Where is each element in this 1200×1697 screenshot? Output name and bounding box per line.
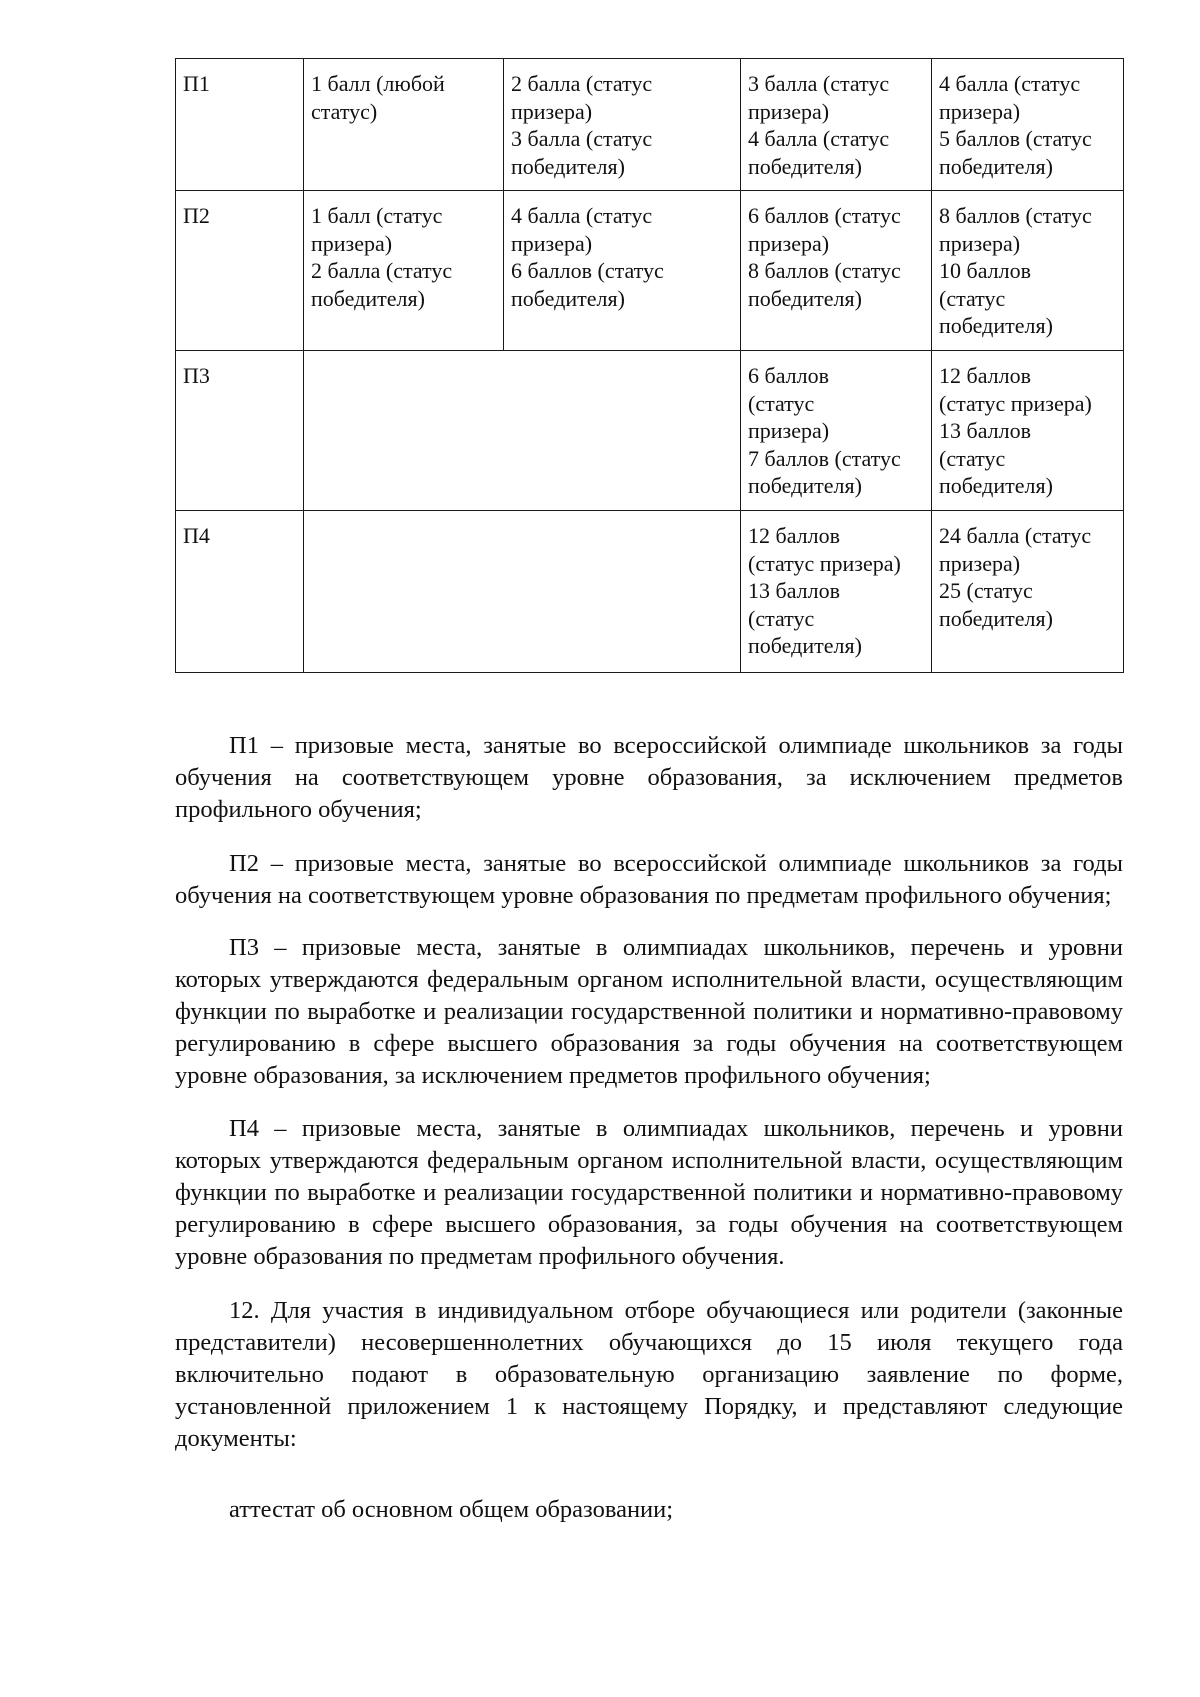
points-cell-line: (статус призера) — [939, 390, 1092, 416]
points-cell-line: (статус призера) — [748, 550, 901, 576]
points-cell-line: 13 баллов — [748, 578, 840, 603]
points-cell-line: статус) — [311, 98, 378, 124]
row-label: П4 — [183, 523, 210, 548]
points-cell — [741, 59, 932, 191]
points-cell-line: призера) — [939, 550, 1021, 576]
points-cell — [932, 191, 1124, 351]
empty-merged-cell — [304, 351, 741, 511]
points-cell-line: призера) — [311, 230, 393, 256]
points-cell-line: (статус — [748, 605, 815, 631]
document-body-text — [175, 730, 1123, 1547]
points-cell-line: 1 балл (статус — [311, 203, 443, 228]
points-cell-line: 3 балла (статус — [511, 126, 653, 151]
table-row-p1 — [176, 59, 1124, 191]
points-cell-line: победителя) — [511, 153, 625, 179]
points-cell-line: 13 баллов — [939, 418, 1031, 443]
row-label-cell — [176, 511, 304, 673]
olympiad-points-table-body — [176, 59, 1124, 673]
points-cell-line: призера) — [748, 98, 830, 124]
olympiad-points-table — [175, 58, 1124, 673]
points-cell — [504, 191, 741, 351]
points-cell — [304, 59, 504, 191]
points-cell-line: 12 баллов — [939, 363, 1031, 388]
points-cell-line: победителя) — [939, 473, 1053, 498]
points-cell — [932, 59, 1124, 191]
points-cell-line: 4 балла (статус — [748, 126, 890, 151]
points-cell-line: (статус — [939, 285, 1006, 311]
points-cell-line: победителя) — [748, 633, 862, 658]
points-cell-line: призера) — [939, 98, 1021, 124]
points-cell-line: 8 баллов (статус — [748, 258, 901, 283]
points-cell-line: (статус — [748, 390, 815, 416]
points-cell-line: 6 баллов — [748, 363, 829, 388]
paragraph-certificate: аттестат об основном общем образовании; — [229, 1496, 674, 1523]
table-row-p4 — [176, 511, 1124, 673]
points-cell-line: 6 баллов (статус — [748, 203, 901, 228]
points-cell-line: победителя) — [748, 285, 862, 311]
points-cell — [304, 191, 504, 351]
row-label-cell — [176, 59, 304, 191]
points-cell-line: 3 балла (статус — [748, 71, 890, 96]
points-cell-line: победителя) — [311, 285, 425, 311]
table-row-p3 — [176, 351, 1124, 511]
points-cell-line: 12 баллов — [748, 523, 840, 548]
points-cell-line: 6 баллов (статус — [511, 258, 664, 283]
points-cell-line: победителя) — [939, 605, 1053, 631]
points-cell-line: 4 балла (статус — [939, 71, 1081, 96]
points-cell-line: призера) — [748, 418, 830, 443]
row-label-cell — [176, 191, 304, 351]
row-label-cell — [176, 351, 304, 511]
points-cell-line: призера) — [511, 98, 593, 124]
points-cell-line: 10 баллов — [939, 258, 1031, 283]
points-cell-line: 2 балла (статус — [511, 71, 653, 96]
points-cell — [504, 59, 741, 191]
points-cell-line: победителя) — [939, 153, 1053, 179]
row-label: П1 — [183, 71, 210, 96]
points-cell-line: 24 балла (статус — [939, 523, 1092, 548]
points-cell — [741, 351, 932, 511]
row-label: П2 — [183, 203, 210, 228]
paragraph-p3-definition: П3 – призовые места, занятые в олимпиадах школьников, перечень и уровни которых утверждаются федеральным органом исполнительной власти, осуществляющим функции по выработке и реализации государственной политики и нормативно-правовому регулированию в сфере высшего образования за годы обучения на соответствующем уровне образования, за исключением предметов профильного обучения; — [175, 934, 1123, 1089]
points-cell-line: 4 балла (статус — [511, 203, 653, 228]
points-cell-line: призера) — [939, 230, 1021, 256]
points-cell-line: 1 балл (любой — [311, 71, 445, 96]
points-cell-line: 5 баллов (статус — [939, 126, 1092, 151]
points-cell-line: победителя) — [511, 285, 625, 311]
points-cell-line: 2 балла (статус — [311, 258, 453, 283]
paragraph-p1-definition: П1 – призовые места, занятые во всероссийской олимпиаде школьников за годы обучения на соответствующем уровне образования, за исключением предметов профильного обучения; — [175, 732, 1123, 823]
points-cell-line: победителя) — [939, 313, 1053, 338]
points-cell-line: победителя) — [748, 473, 862, 498]
points-cell-line: призера) — [748, 230, 830, 256]
points-cell-line: 25 (статус — [939, 578, 1033, 603]
paragraph-12-application: 12. Для участия в индивидуальном отборе обучающиеся или родители (законные представители) несовершеннолетних обучающихся до 15 июля текущего года включительно подают в образовательную организацию заявление по форме, установленной приложением 1 к настоящему Порядку, и представляют следующие документы: — [175, 1297, 1123, 1452]
points-cell — [932, 511, 1124, 673]
points-cell — [741, 511, 932, 673]
paragraph-p2-definition: П2 – призовые места, занятые во всероссийской олимпиаде школьников за годы обучения на соответствующем уровне образования по предметам профильного обучения; — [175, 850, 1123, 909]
paragraph-p4-definition: П4 – призовые места, занятые в олимпиадах школьников, перечень и уровни которых утверждаются федеральным органом исполнительной власти, осуществляющим функции по выработке и реализации государственной политики и нормативно-правовому регулированию в сфере высшего образования, за годы обучения на соответствующем уровне образования по предметам профильного обучения. — [175, 1115, 1123, 1270]
empty-merged-cell — [304, 511, 741, 673]
points-cell-line: (статус — [939, 445, 1006, 471]
points-cell-line: призера) — [511, 230, 593, 256]
points-cell-line: 7 баллов (статус — [748, 445, 901, 471]
points-cell-line: 8 баллов (статус — [939, 203, 1092, 228]
table-row-p2 — [176, 191, 1124, 351]
points-cell-line: победителя) — [748, 153, 862, 179]
row-label: П3 — [183, 363, 210, 388]
points-cell — [932, 351, 1124, 511]
points-cell — [741, 191, 932, 351]
